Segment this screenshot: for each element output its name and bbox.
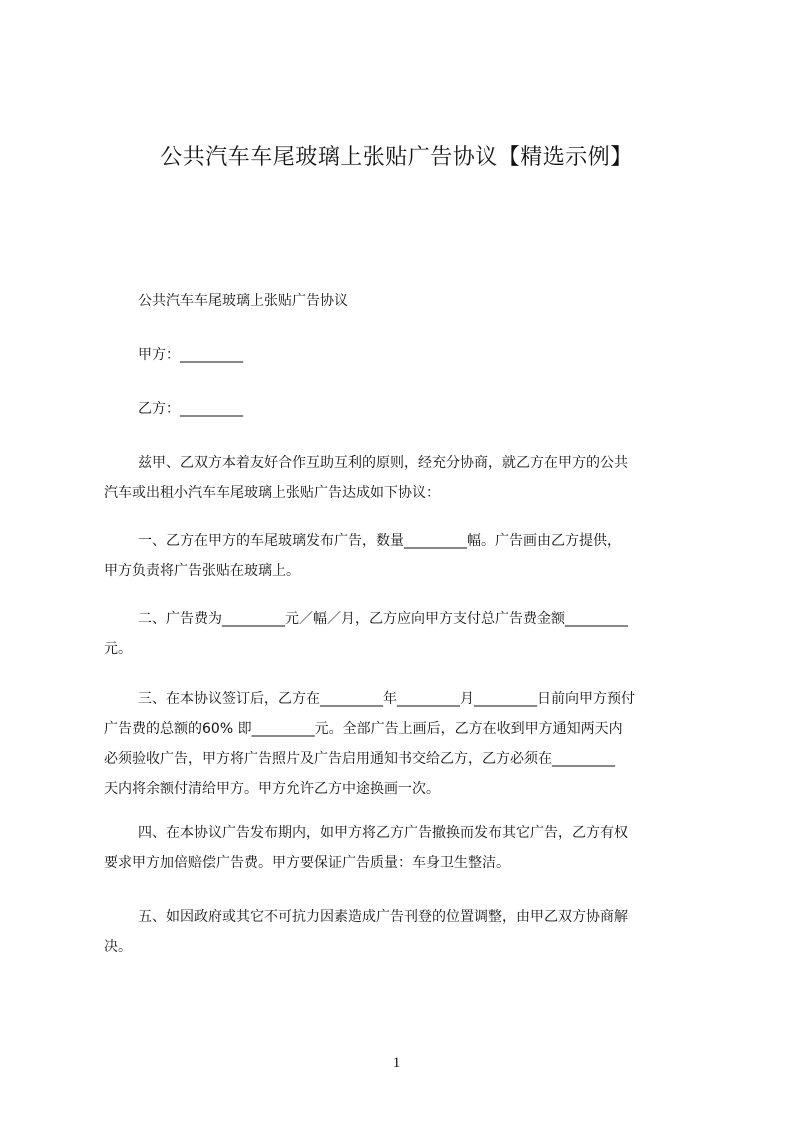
paragraph-line: 元。	[104, 641, 132, 657]
paragraph-line: 三、在本协议签订后，乙方在_________年_________月_________日前向甲方预付	[138, 691, 635, 707]
paragraph-line: 一、乙方在甲方的车尾玻璃发布广告，数量_________幅。广告画由乙方提供，	[138, 533, 621, 549]
clause-2	[104, 604, 704, 664]
clause-3	[104, 684, 704, 804]
paragraph-line: 汽车或出租小汽车车尾玻璃上张贴广告达成如下协议：	[104, 485, 440, 501]
party-b-text: 乙方：_________	[138, 401, 243, 417]
intro-paragraph	[104, 448, 704, 508]
party-b-line	[104, 394, 704, 424]
document-title: 公共汽车车尾玻璃上张贴广告协议【精选示例】	[160, 145, 633, 170]
paragraph-line: 二、广告费为_________元／幅／月，乙方应向甲方支付总广告费金额_________	[138, 611, 628, 627]
paragraph-line: 广告费的总额的60% 即_________元。全部广告上画后，乙方在收到甲方通知两天内	[104, 721, 623, 737]
paragraph-line: 必须验收广告，甲方将广告照片及广告启用通知书交给乙方，乙方必须在_________	[104, 751, 615, 767]
clause-4	[104, 818, 704, 878]
paragraph-line: 甲方负责将广告张贴在玻璃上。	[104, 563, 300, 579]
paragraph-line: 五、如因政府或其它不可抗力因素造成广告刊登的位置调整，由甲乙双方协商解	[138, 909, 628, 925]
party-a-text: 甲方：_________	[138, 347, 243, 363]
paragraph-line: 兹甲、乙双方本着友好合作互助互利的原则，经充分协商，就乙方在甲方的公共	[138, 455, 628, 471]
subtitle-text: 公共汽车车尾玻璃上张贴广告协议	[138, 293, 348, 309]
agreement-subtitle	[104, 286, 704, 316]
paragraph-line: 天内将余额付清给甲方。甲方允许乙方中途换画一次。	[104, 781, 440, 797]
paragraph-line: 要求甲方加倍赔偿广告费。甲方要保证广告质量：车身卫生整洁。	[104, 855, 510, 871]
clause-1	[104, 526, 704, 586]
party-a-line	[104, 340, 704, 370]
clause-5	[104, 902, 704, 962]
paragraph-line: 四、在本协议广告发布期内，如甲方将乙方广告撤换而发布其它广告，乙方有权	[138, 825, 628, 841]
paragraph-line: 决。	[104, 939, 132, 955]
page-number: 1	[392, 1055, 401, 1071]
